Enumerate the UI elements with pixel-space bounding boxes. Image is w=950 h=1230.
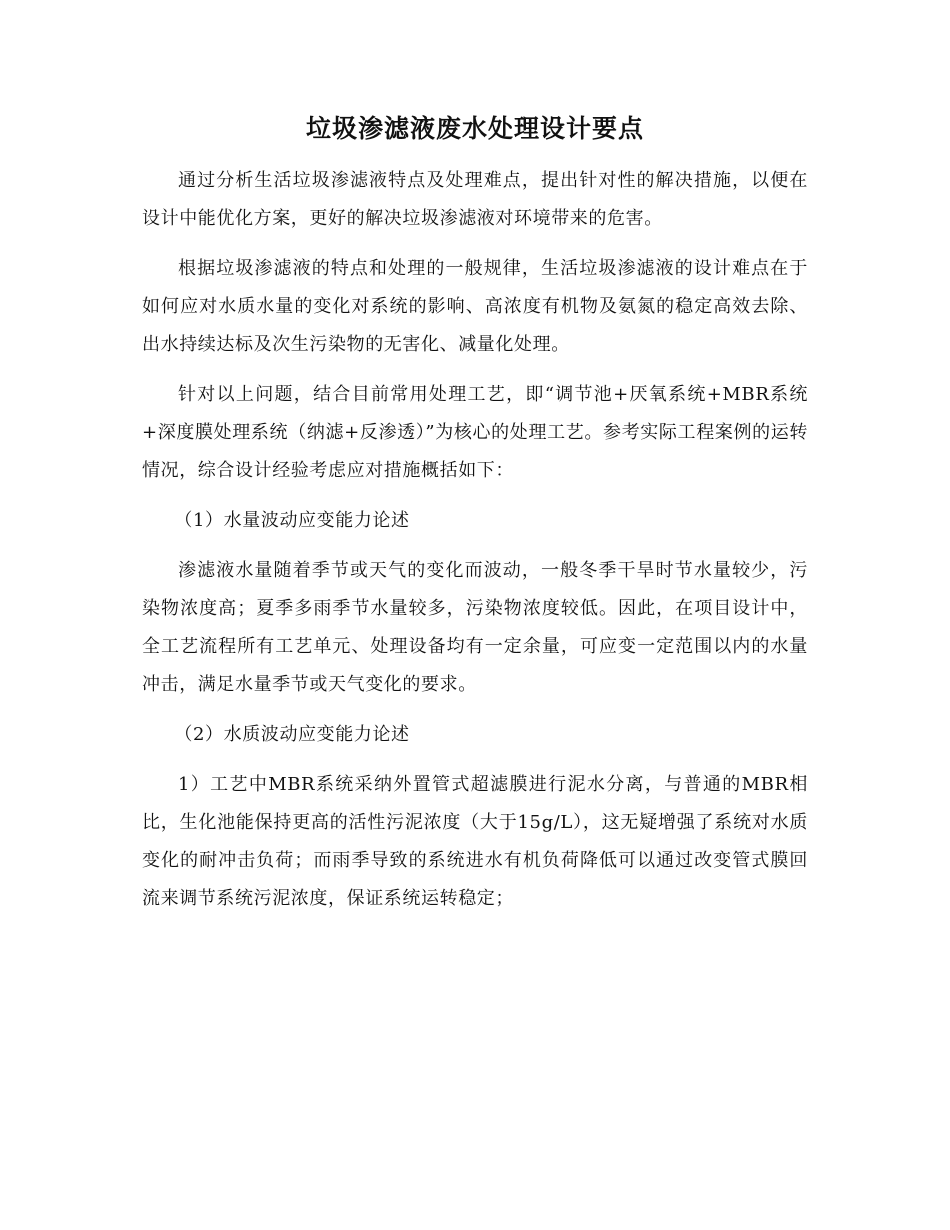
- paragraph-water-quantity: 渗滤液水量随着季节或天气的变化而波动，一般冬季干旱时节水量较少，污染物浓度高；夏季多雨季节水量较多，污染物浓度较低。因此，在项目设计中，全工艺流程所有工艺单元、处理设备均有一定余量，可应变一定范围以内的水量冲击，满足水量季节或天气变化的要求。: [142, 560, 808, 695]
- paragraph-design-difficulty: 根据垃圾渗滤液的特点和处理的一般规律，生活垃圾渗滤液的设计难点在于如何应对水质水量的变化对系统的影响、高浓度有机物及氨氮的稳定高效去除、出水持续达标及次生污染物的无害化、减量化处理。: [142, 258, 808, 355]
- paragraph-process-overview: 针对以上问题，结合目前常用处理工艺，即“调节池+厌氧系统+MBR系统+深度膜处理系统（纳滤+反渗透）”为核心的处理工艺。参考实际工程案例的运转情况，综合设计经验考虑应对措施概括如下：: [142, 384, 808, 481]
- document-title: 垃圾渗滤液废水处理设计要点: [305, 114, 644, 143]
- paragraph-intro: 通过分析生活垃圾渗滤液特点及处理难点，提出针对性的解决措施，以便在设计中能优化方案，更好的解决垃圾渗滤液对环境带来的危害。: [142, 170, 808, 229]
- section-heading-water-quality: （2）水质波动应变能力论述: [174, 724, 410, 745]
- document-page: [142, 100, 808, 930]
- paragraph-water-quality-1: 1）工艺中MBR系统采纳外置管式超滤膜进行泥水分离，与普通的MBR相比，生化池能保持更高的活性污泥浓度（大于15g/L），这无疑增强了系统对水质变化的耐冲击负荷；而雨季导致的系统进水有机负荷降低可以通过改变管式膜回流来调节系统污泥浓度，保证系统运转稳定；: [142, 774, 808, 909]
- section-heading-water-quantity: （1）水量波动应变能力论述: [174, 510, 410, 531]
